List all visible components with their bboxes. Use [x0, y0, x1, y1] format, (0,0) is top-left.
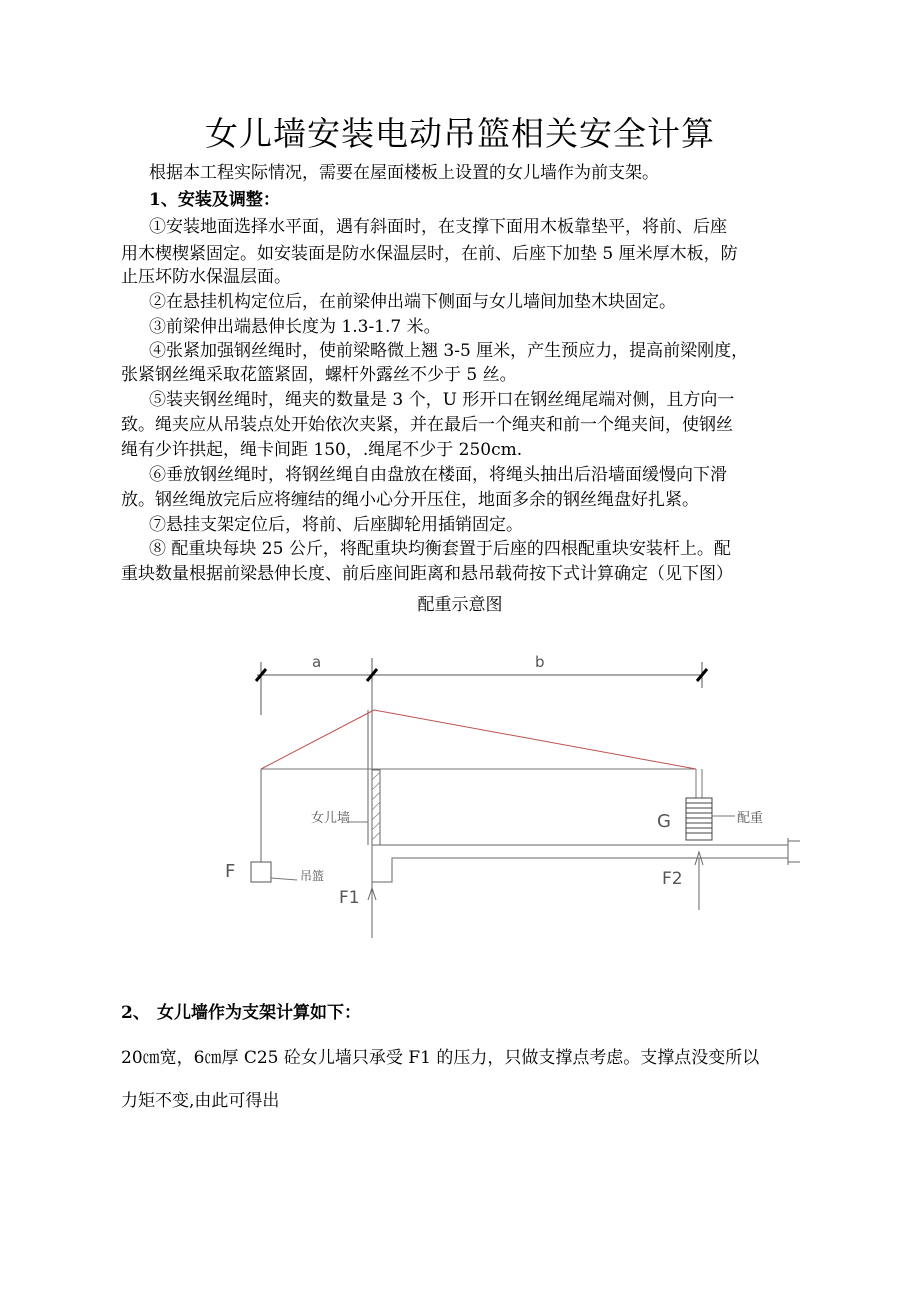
label-a: a — [312, 653, 322, 671]
intro-paragraph: 根据本工程实际情况，需要在屋面楼板上设置的女儿墙作为前支架。 — [149, 163, 659, 183]
diagram-caption: 配重示意图 — [417, 595, 503, 615]
step4-line1: ④张紧加强钢丝绳时，使前梁略微上翘 3-5 厘米，产生预应力，提高前梁刚度， — [149, 341, 749, 361]
tension-lines — [261, 710, 696, 769]
step1-line2: 用木楔楔紧固定。如安装面是防水保温层时，在前、后座下加垫 5 厘米厚木板，防 — [121, 244, 738, 264]
section2-title: 女儿墙作为支架计算如下： — [157, 1003, 361, 1023]
label-G: G — [657, 811, 671, 832]
section1-heading: 1、安装及调整： — [149, 190, 280, 210]
step1-line3: 止压坏防水保温层面。 — [121, 267, 291, 287]
step6-line1: ⑥垂放钢丝绳时，将钢丝绳自由盘放在楼面，将绳头抽出后沿墙面缓慢向下滑 — [149, 465, 727, 485]
step5-line1: ⑤装夹钢丝绳时，绳夹的数量是 3 个，U 形开口在钢丝绳尾端对侧，且方向一 — [149, 390, 735, 410]
section2-line2: 力矩不变,由此可得出 — [121, 1091, 280, 1111]
parapet-hatching — [372, 772, 380, 840]
step2-line1: ②在悬挂机构定位后，在前梁伸出端下侧面与女儿墙间加垫木块固定。 — [149, 292, 676, 312]
step4-line2: 张紧钢丝绳采取花篮紧固，螺杆外露丝不少于 5 丝。 — [121, 365, 517, 385]
label-wall: 女儿墙 — [311, 811, 351, 826]
label-F: F — [225, 861, 236, 882]
section2-heading — [121, 998, 361, 1023]
step8-line1: ⑧ 配重块每块 25 公斤，将配重块均衡套置于后座的四根配重块安装杆上。配 — [149, 539, 731, 559]
section2-number: 2、 — [121, 1003, 150, 1023]
roof-slab — [372, 845, 788, 882]
basket-leader-line — [271, 878, 297, 880]
section2-line1: 20㎝宽，6㎝厚 C25 砼女儿墙只承受 F1 的压力，只做支撑点考虑。支撑点没变所以 — [121, 1048, 760, 1068]
step5-line2: 致。绳夹应从吊装点处开始依次夹紧，并在最后一个绳夹和前一个绳夹间，使钢丝 — [121, 415, 733, 435]
label-F1: F1 — [339, 888, 360, 908]
label-basket: 吊篮 — [300, 869, 325, 883]
step5-line3: 绳有少许拱起，绳卡间距 150，.绳尾不少于 250cm. — [121, 440, 523, 460]
step7-line1: ⑦悬挂支架定位后，将前、后座脚轮用插销固定。 — [149, 515, 523, 535]
label-weight: 配重 — [737, 811, 764, 826]
step3-line1: ③前梁伸出端悬伸长度为 1.3-1.7 米。 — [149, 317, 441, 337]
counterweight-plates — [686, 803, 712, 833]
step1-line1: ①安装地面选择水平面，遇有斜面时，在支撑下面用木板靠垫平，将前、后座 — [149, 217, 727, 237]
label-F2: F2 — [662, 869, 683, 889]
document-title: 女儿墙安装电动吊篮相关安全计算 — [205, 114, 715, 153]
counterweight-block — [686, 798, 712, 840]
label-b: b — [535, 653, 545, 671]
step8-line2: 重块数量根据前梁悬伸长度、前后座间距离和悬吊载荷按下式计算确定（见下图） — [121, 564, 733, 584]
basket-box — [251, 862, 271, 882]
step6-line2: 放。钢丝绳放完后应将缠结的绳小心分开压住，地面多余的钢丝绳盘好扎紧。 — [121, 490, 699, 510]
counterweight-diagram — [215, 640, 815, 950]
